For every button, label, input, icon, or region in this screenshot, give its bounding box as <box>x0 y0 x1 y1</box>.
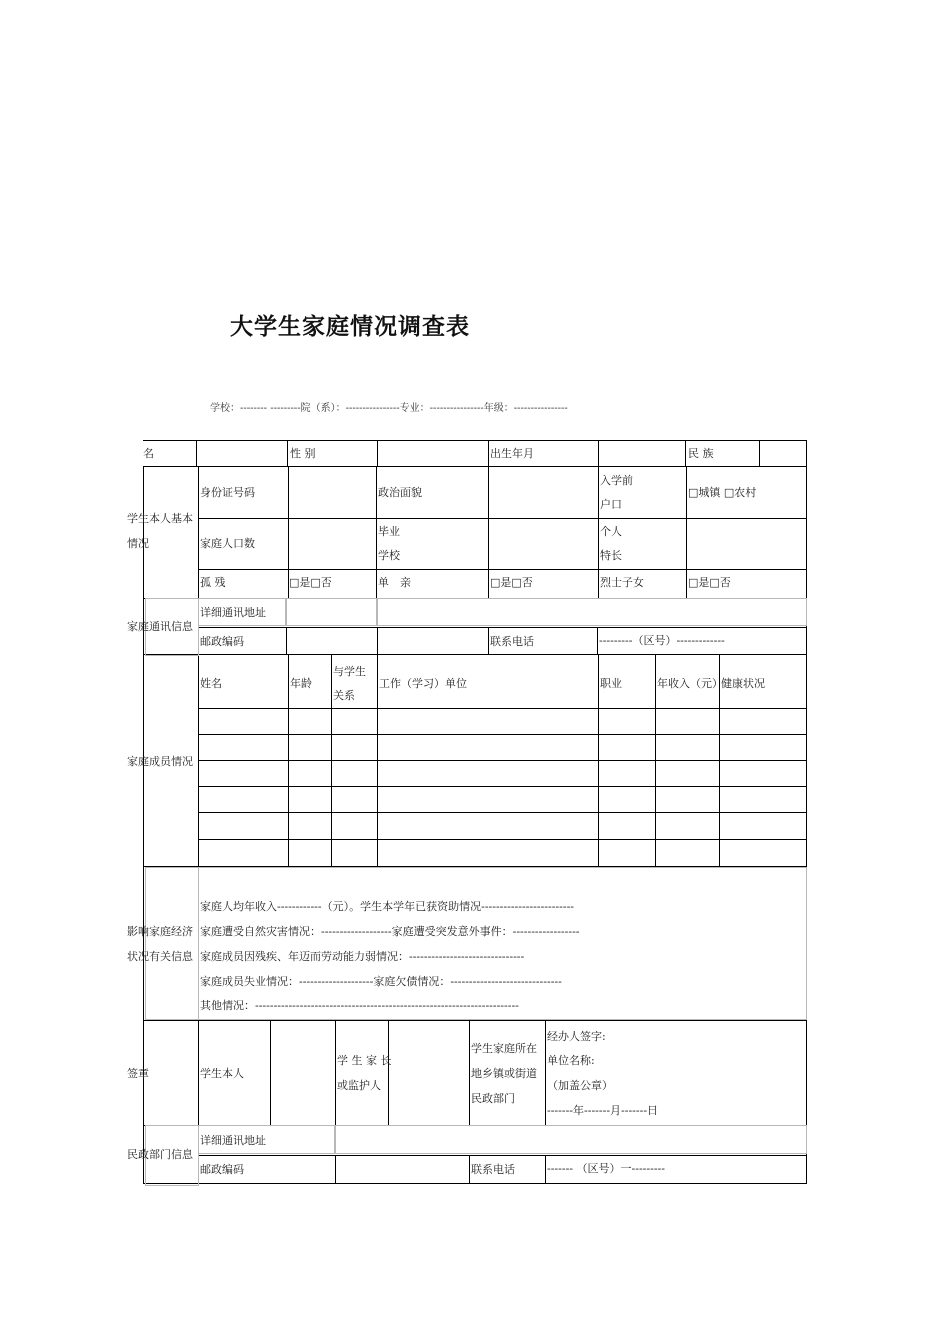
single-parent-checkbox-options[interactable]: □是□否 <box>490 576 533 589</box>
hukou-checkbox-options[interactable]: □城镇 □农村 <box>688 486 757 499</box>
hukou-label: 入学前 <box>600 474 633 487</box>
graduate-school-label: 毕业 <box>378 525 400 538</box>
member-income-header: 年收入（元） <box>657 677 723 690</box>
civil-dept-label-3: 民政部门 <box>471 1092 515 1105</box>
member-relation-header-2: 关系 <box>333 689 355 702</box>
birth-field[interactable] <box>599 441 684 465</box>
hukou-label-2: 户口 <box>600 498 622 511</box>
member-occupation-header: 职业 <box>600 677 622 690</box>
economic-section-label: 影响家庭经济 <box>127 925 193 938</box>
martyr-child-label: 烈士子女 <box>600 576 644 589</box>
orphan-label: 孤 残 <box>200 576 226 589</box>
table-row[interactable] <box>199 840 805 865</box>
signature-date[interactable]: -------年-------月-------日 <box>547 1104 659 1117</box>
political-status-field[interactable] <box>489 467 597 517</box>
economic-line-unemployment[interactable]: 家庭成员失业情况：--------------------家庭欠债情况：------------------------------ <box>200 975 562 988</box>
table-row[interactable] <box>199 761 805 785</box>
name-field[interactable] <box>197 441 286 465</box>
id-number-field[interactable] <box>289 467 375 517</box>
col-line <box>598 466 599 598</box>
member-relation-header: 与学生 <box>333 665 366 678</box>
col-line <box>287 440 288 467</box>
guardian-signature-label: 学 生 家 长 <box>337 1054 392 1067</box>
form-title: 大学生家庭情况调查表 <box>230 314 470 340</box>
ethnicity-field[interactable] <box>760 441 805 465</box>
official-stamp-label: （加盖公章） <box>547 1079 613 1092</box>
col-line <box>685 440 686 467</box>
gender-label: 性 别 <box>290 447 316 460</box>
student-signature-field[interactable] <box>271 1021 334 1124</box>
signature-section-label: 签章 <box>127 1067 149 1080</box>
col-line <box>488 440 489 467</box>
col-line <box>376 466 377 598</box>
table-row[interactable] <box>199 709 805 733</box>
table-row[interactable] <box>199 813 805 838</box>
address-box-outline <box>286 598 377 626</box>
civil-dept-label-2: 地乡镇或街道 <box>471 1067 537 1080</box>
family-phone-label: 联系电话 <box>490 635 534 648</box>
civil-affairs-section-label: 民政部门信息 <box>127 1148 193 1161</box>
member-workplace-header: 工作（学习）单位 <box>379 677 467 690</box>
graduate-school-label-2: 学校 <box>378 549 400 562</box>
id-number-label: 身份证号码 <box>200 486 255 499</box>
economic-line-disability[interactable]: 家庭成员因残疾、年迈而劳动能力弱情况：------------------------------- <box>200 950 525 963</box>
single-parent-label: 单 亲 <box>378 576 411 589</box>
civil-postcode-field[interactable] <box>336 1156 468 1182</box>
family-members-section-label: 家庭成员情况 <box>127 755 193 768</box>
specialty-label-2: 特长 <box>600 549 622 562</box>
col-line <box>545 1155 546 1183</box>
member-health-header: 健康状况 <box>721 677 765 690</box>
col-line <box>545 1020 546 1126</box>
political-status-label: 政治面貌 <box>378 486 422 499</box>
col-line <box>335 1020 336 1126</box>
col-line <box>469 1020 470 1126</box>
name-label: 名 <box>143 447 154 460</box>
family-contact-section-label: 家庭通讯信息 <box>127 620 193 633</box>
col-line <box>597 627 598 655</box>
civil-address-label: 详细通讯地址 <box>200 1134 266 1147</box>
civil-phone-field[interactable]: ------- （区号）一--------- <box>547 1162 665 1175</box>
family-size-field[interactable] <box>289 519 375 568</box>
graduate-school-field[interactable] <box>489 519 597 568</box>
economic-section-label-2: 状况有关信息 <box>127 950 193 963</box>
civil-postcode-label: 邮政编码 <box>200 1163 244 1176</box>
family-phone-field[interactable]: ---------（区号）------------- <box>599 634 725 647</box>
student-basic-section-label-2: 情况 <box>127 537 149 550</box>
handler-signature-label[interactable]: 经办人签字: <box>547 1030 606 1043</box>
specialty-field[interactable] <box>687 519 805 568</box>
family-address-field[interactable] <box>379 600 805 624</box>
section-divider <box>143 654 807 655</box>
family-address-label: 详细通讯地址 <box>200 606 266 619</box>
table-border-bottom <box>143 1183 807 1184</box>
gender-field[interactable] <box>378 441 487 465</box>
student-signature-label: 学生本人 <box>200 1067 244 1080</box>
civil-phone-label: 联系电话 <box>471 1163 515 1176</box>
economic-label-outline <box>145 867 199 1020</box>
table-row[interactable] <box>199 735 805 759</box>
section-divider <box>143 1020 807 1021</box>
unit-name-label[interactable]: 单位名称: <box>547 1054 595 1067</box>
economic-line-other[interactable]: 其他情况：----------------------------------------------------------------------- <box>200 999 519 1012</box>
table-row[interactable] <box>199 787 805 811</box>
col-line <box>469 1155 470 1183</box>
ethnicity-label: 民 族 <box>688 447 714 460</box>
birth-label: 出生年月 <box>490 447 534 460</box>
civil-address-field[interactable] <box>337 1127 805 1152</box>
student-basic-section-label: 学生本人基本 <box>127 512 193 525</box>
family-postcode-label: 邮政编码 <box>200 635 244 648</box>
economic-content-outline <box>198 867 807 1020</box>
specialty-label: 个人 <box>600 525 622 538</box>
row-line <box>198 569 807 570</box>
guardian-signature-label-2: 或监护人 <box>337 1079 381 1092</box>
row-line <box>143 466 807 467</box>
martyr-child-checkbox-options[interactable]: □是□否 <box>688 576 731 589</box>
guardian-signature-field[interactable] <box>389 1021 468 1124</box>
economic-line-income[interactable]: 家庭人均年收入------------（元）。学生本学年已获资助情况------------------------- <box>200 900 575 913</box>
col-line <box>488 627 489 655</box>
family-postcode-field[interactable] <box>287 628 376 653</box>
school-info-line: 学校：-------- ---------院（系）：----------------专业：----------------年级：---------------- <box>210 403 568 414</box>
economic-line-disaster[interactable]: 家庭遭受自然灾害情况：-------------------家庭遭受突发意外事件：------------------ <box>200 925 580 938</box>
family-size-label: 家庭人口数 <box>200 537 255 550</box>
member-age-header: 年龄 <box>290 677 312 690</box>
member-name-header: 姓名 <box>200 677 222 690</box>
civil-dept-label: 学生家庭所在 <box>471 1042 537 1055</box>
col-line <box>377 627 378 655</box>
orphan-checkbox-options[interactable]: □是□否 <box>289 576 332 589</box>
row-line <box>198 1155 807 1156</box>
